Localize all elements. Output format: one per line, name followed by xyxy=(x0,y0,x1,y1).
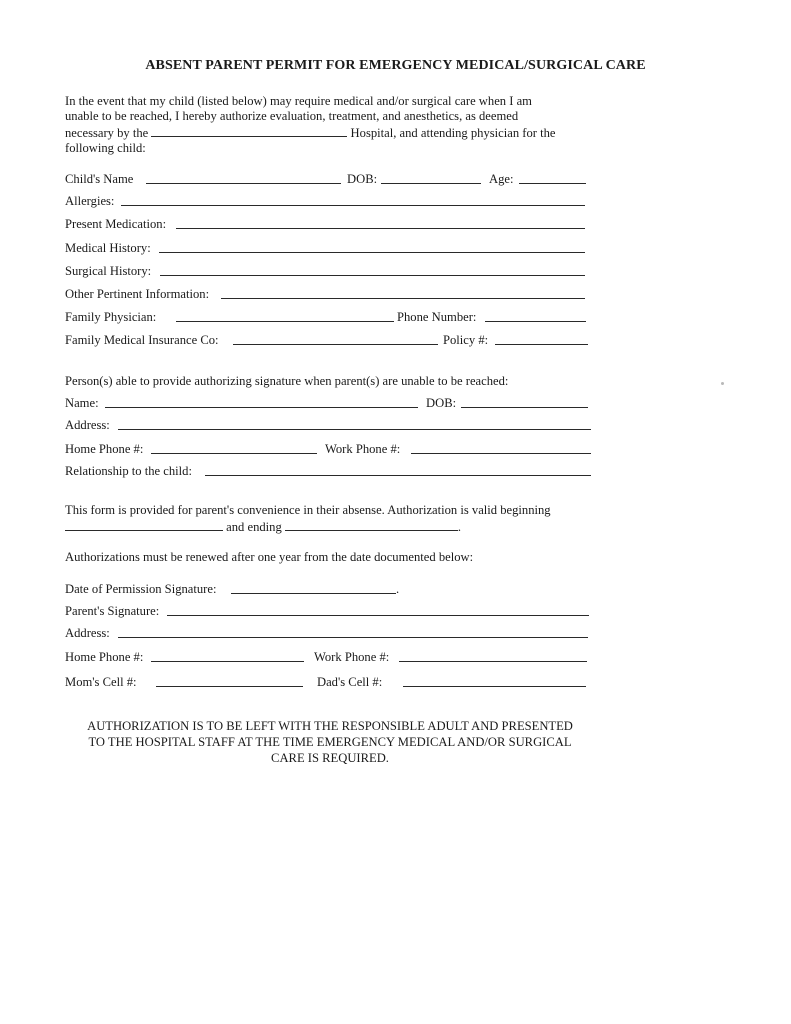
permission-date-row xyxy=(65,580,595,598)
permission-date-field[interactable] xyxy=(231,593,396,594)
parent-signature-row xyxy=(65,602,595,620)
authorized-name-row xyxy=(65,394,595,412)
authorized-heading: Person(s) able to provide authorizing signature when parent(s) are unable to be reached: xyxy=(65,374,509,388)
parent-address-field[interactable] xyxy=(118,637,588,638)
surgical-history-field[interactable] xyxy=(160,275,585,276)
intro-line-3 xyxy=(65,124,595,141)
permission-date-label: Date of Permission Signature: xyxy=(65,582,217,596)
authorized-work-phone-field[interactable] xyxy=(411,453,591,454)
validity-line-2 xyxy=(65,518,605,535)
phone-number-label: Phone Number: xyxy=(397,310,477,324)
child-name-field[interactable] xyxy=(146,183,341,184)
authorization-notice xyxy=(40,718,620,766)
surgical-history-row xyxy=(65,262,595,280)
notice-line-1: AUTHORIZATION IS TO BE LEFT WITH THE RESPONSIBLE ADULT AND PRESENTED xyxy=(87,719,573,733)
other-info-field[interactable] xyxy=(221,298,585,299)
authorized-name-label: Name: xyxy=(65,396,99,410)
parent-signature-label: Parent's Signature: xyxy=(65,604,160,618)
validity-period: . xyxy=(457,520,462,534)
renewal-note: Authorizations must be renewed after one year from the date documented below: xyxy=(65,550,474,564)
and-ending-label: and ending xyxy=(226,520,282,534)
parent-cell-row xyxy=(65,673,595,691)
child-age-label: Age: xyxy=(489,172,514,186)
parent-phone-row xyxy=(65,648,595,666)
relationship-row xyxy=(65,462,595,480)
intro-necessary-label: necessary by the xyxy=(65,126,149,140)
dad-cell-label: Dad's Cell #: xyxy=(317,675,383,689)
validity-paragraph xyxy=(65,503,605,535)
authorized-address-label: Address: xyxy=(65,418,110,432)
allergies-field[interactable] xyxy=(121,205,585,206)
authorized-home-phone-field[interactable] xyxy=(151,453,317,454)
child-age-field[interactable] xyxy=(519,183,586,184)
parent-address-row xyxy=(65,624,595,642)
validity-line-1: This form is provided for parent's convenience in their absense. Authorization is valid beginning xyxy=(65,503,551,517)
child-name-label: Child's Name xyxy=(65,172,134,186)
child-name-row xyxy=(65,170,595,188)
insurance-label: Family Medical Insurance Co: xyxy=(65,333,219,347)
insurance-row xyxy=(65,331,595,349)
medical-history-row xyxy=(65,239,595,257)
authorized-phone-row xyxy=(65,440,595,458)
phone-number-field[interactable] xyxy=(485,321,586,322)
allergies-row xyxy=(65,192,595,210)
physician-row xyxy=(65,308,595,326)
hospital-name-field[interactable] xyxy=(151,124,347,137)
parent-work-phone-field[interactable] xyxy=(399,661,587,662)
child-dob-label: DOB: xyxy=(347,172,378,186)
authorized-name-field[interactable] xyxy=(105,407,418,408)
parent-work-phone-label: Work Phone #: xyxy=(314,650,390,664)
mom-cell-field[interactable] xyxy=(156,686,303,687)
policy-field[interactable] xyxy=(495,344,588,345)
medication-label: Present Medication: xyxy=(65,217,167,231)
authorized-work-phone-label: Work Phone #: xyxy=(325,442,401,456)
physician-field[interactable] xyxy=(176,321,394,322)
notice-line-3: CARE IS REQUIRED. xyxy=(271,751,389,765)
physician-label: Family Physician: xyxy=(65,310,157,324)
mom-cell-label: Mom's Cell #: xyxy=(65,675,137,689)
other-info-row xyxy=(65,285,595,303)
other-info-label: Other Pertinent Information: xyxy=(65,287,210,301)
scan-speck xyxy=(721,382,724,385)
surgical-history-label: Surgical History: xyxy=(65,264,152,278)
relationship-field[interactable] xyxy=(205,475,591,476)
intro-paragraph xyxy=(65,94,595,156)
authorized-dob-field[interactable] xyxy=(461,407,588,408)
insurance-field[interactable] xyxy=(233,344,438,345)
intro-hospital-label: Hospital, and attending physician for the xyxy=(350,126,556,140)
authorized-dob-label: DOB: xyxy=(426,396,457,410)
intro-line-4: following child: xyxy=(65,141,146,155)
intro-line-1: In the event that my child (listed below) may require medical and/or surgical care when I am xyxy=(65,94,532,108)
intro-line-2: unable to be reached, I hereby authorize evaluation, treatment, and anesthetics, as deemed xyxy=(65,109,519,123)
authorized-home-phone-label: Home Phone #: xyxy=(65,442,144,456)
authorized-address-field[interactable] xyxy=(118,429,591,430)
medication-field[interactable] xyxy=(176,228,585,229)
medication-row xyxy=(65,215,595,233)
parent-home-phone-label: Home Phone #: xyxy=(65,650,144,664)
authorized-address-row xyxy=(65,416,595,434)
valid-beginning-field[interactable] xyxy=(65,518,223,531)
notice-line-2: TO THE HOSPITAL STAFF AT THE TIME EMERGENCY MEDICAL AND/OR SURGICAL xyxy=(88,735,572,749)
child-dob-field[interactable] xyxy=(381,183,481,184)
parent-address-label: Address: xyxy=(65,626,110,640)
allergies-label: Allergies: xyxy=(65,194,115,208)
parent-home-phone-field[interactable] xyxy=(151,661,304,662)
permission-date-period: . xyxy=(396,582,400,596)
medical-history-field[interactable] xyxy=(159,252,585,253)
relationship-label: Relationship to the child: xyxy=(65,464,192,478)
valid-ending-field[interactable] xyxy=(285,518,458,531)
dad-cell-field[interactable] xyxy=(403,686,586,687)
medical-history-label: Medical History: xyxy=(65,241,151,255)
form-title: ABSENT PARENT PERMIT FOR EMERGENCY MEDICAL/SURGICAL CARE xyxy=(145,58,646,73)
policy-label: Policy #: xyxy=(443,333,489,347)
parent-signature-field[interactable] xyxy=(167,615,589,616)
